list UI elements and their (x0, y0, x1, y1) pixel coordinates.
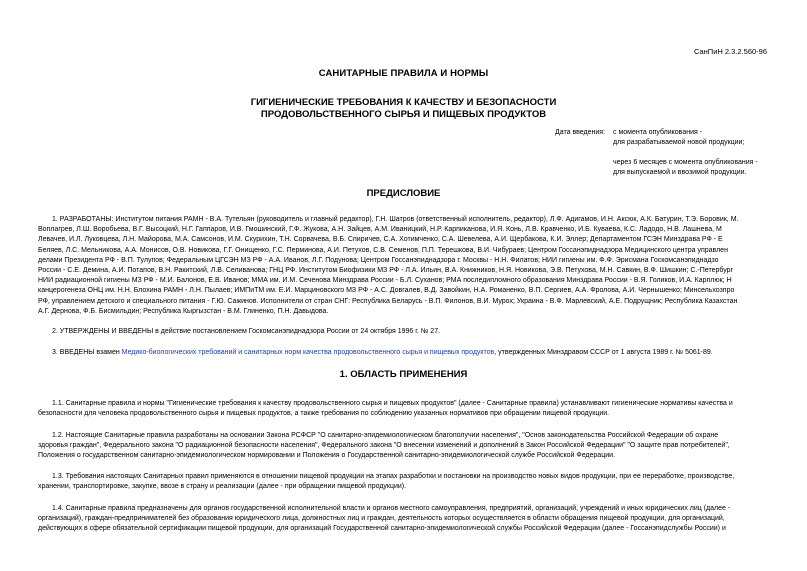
paragraph-introduced (38, 348, 772, 358)
document-title: САНИТАРНЫЕ ПРАВИЛА И НОРМЫ (318, 68, 489, 79)
text-line: Беляев, Л.С. Мельникова, А.А. Монисов, О.В. Новикова, Г.Г. Онищенко, Г.С. Перминова, А.И. Петухов, С.В. Семенов, П.П. Терешкова, В.И. Чибураев; Центром Госсанэпиднадзора Медицинского центра управлен (38, 246, 728, 254)
paragraph-approved (38, 327, 772, 337)
text-fragment: 3. ВВЕДЕНЫ взамен (52, 349, 122, 356)
dates-line-3: через 6 месяцев с момента опубликования - (613, 159, 758, 166)
text-line: безопасности для человека продовольственного сырья и пищевых продуктов, а также требования по соблюдению указанных нормативов при обращении пищевой продукции. (38, 410, 610, 418)
dates-line-4: для выпускаемой и ввозимой продукции. (613, 169, 747, 176)
introduction-dates (555, 128, 758, 178)
dates-line-2: для разрабатываемой новой продукции; (613, 139, 745, 146)
text-line: Воплагрев, Л.Ш. Воробьева, В.Г. Высоцкий, Н.Г. Гаппаров, И.В. Гмошинский, Г.Ф. Жукова, А.Н. Зайцев, А.М. Иваницкий, Н.Р. Карпиканова, И.Я. Конь, Л.В. Кравченко, И.Б. Куваева, К.С. Ладодо, Н.В. Лашнева, М (38, 226, 722, 234)
document-code: СанПиН 2.3.2.560-96 (693, 47, 767, 56)
clause-1-4 (38, 504, 772, 535)
text-line: делами Президента РФ - В.П. Тулупов; Федеральным ЦГСЭН МЗ РФ - А.А. Иванов, Л.Г. Подунова; Центром Госсанэпиднадзора г. Москвы - Н.Н. Филатов; НИИ гигиены им. Ф.Ф. Эрисмана Госкомсанэпиднадзо (38, 256, 719, 264)
text-line: 1.3. Требования настоящих Санитарных правил применяются в отношении пищевой продукции на этапах разработки и постановки на производство новых видов продукции, при ее переработке, производстве, (52, 473, 735, 480)
text-line: Положения о государственном санитарно-эпидемиологическом нормировании и Положения о Государственной санитарно-эпидемиологической службе Российской Федерации. (38, 452, 615, 460)
dates-label: Дата введения: (555, 129, 606, 136)
text-line: Левачев, И.Л. Луковцева, Л.Н. Майорова, М.А. Самсонов, И.М. Скурихин, Т.Н. Сорвачева, В.Б. Спиричев, С.А. Хотимченко, С.А. Шевелева, А.И. Щербакова, К.И. Эллер; Департаментом ГСЭН Минздрава РФ - Е (38, 236, 723, 244)
document-subtitle (0, 97, 807, 121)
clause-1-3 (38, 472, 772, 492)
subtitle-line-1: ГИГИЕНИЧЕСКИЕ ТРЕБОВАНИЯ К КАЧЕСТВУ И БЕЗОПАСНОСТИ (250, 97, 557, 108)
text-fragment: , утвержденных Минздравом СССР от 1 августа 1989 г. № 5061-89. (494, 349, 713, 356)
subtitle-line-2: ПРОДОВОЛЬСТВЕННОГО СЫРЬЯ И ПИЩЕВЫХ ПРОДУКТОВ (260, 109, 547, 120)
text-line: России - С.Е. Демина, А.И. Потапов, В.Н. Ракитский, Л.В. Селиванова; ГНЦ РФ. Институтом Биофизики МЗ РФ - Л.А. Ильин, В.А. Книжников, Н.Я. Новикова, Э.В. Петухова, М.Н. Савкин, В.Ф. Шишкин; С.-Петербург (38, 267, 734, 275)
text-line: организаций), граждан-предпринимателей без образования юридического лица, должностных лиц и граждан, деятельность которых осуществляется в области обращения пищевой продукции, для организаций, (38, 515, 725, 523)
clause-1-2 (38, 431, 772, 462)
section-heading: 1. ОБЛАСТЬ ПРИМЕНЕНИЯ (339, 369, 468, 380)
clause-1-1 (38, 399, 772, 419)
text-line: 2. УТВЕРЖДЕНЫ И ВВЕДЕНЫ в действие постановлением Госкомсанэпиднадзора России от 24 октября 1996 г. № 27. (52, 328, 441, 335)
dates-line-1: с момента опубликования - (613, 129, 703, 136)
text-line: 1.1. Санитарные правила и нормы "Гигиенические требования к качеству продовольственного сырья и пищевых продуктов" (далее - Санитарные правила) устанавливают гигиенические нормативы качества и (52, 400, 733, 407)
preface-heading: ПРЕДИСЛОВИЕ (366, 188, 441, 199)
text-line: А.Г. Дернова, Ф.Б. Бисмильдин; Республика Кыргызстан - В.М. Глиненко, П.Н. Давыдова. (38, 307, 329, 315)
text-line: НИИ радиационной гигиены МЗ РФ - М.И. Балонов, Е.В. Иванов; ММА им. И.М. Сеченова Минздрава России - Б.Л. Суханов; РМА последипломного образования Минздрава России - В.Я. Голиков, И.А. Карплюк; Н (38, 277, 732, 285)
text-line: 1. РАЗРАБОТАНЫ: Институтом питания РАМН - В.А. Тутельян (руководитель и главный редактор), Г.Н. Шатров (ответственный исполнитель, редактор), Л.Ф. Адигамов, И.Н. Аксюк, А.К. Батурин, Т.Э. Боровик, М. (52, 216, 739, 223)
text-line (38, 348, 772, 358)
text-line: 1.4. Санитарные правила предназначены для органов государственной исполнительной власти и органов местного самоуправления, предприятий, организаций, учреждений и иных юридических лиц (далее - (52, 505, 731, 512)
text-line: 1.2. Настоящие Санитарные правила разработаны на основании Закона РСФСР "О санитарно-эпидемиологическом благополучии населения", "Основ законодательства Российской Федерации об охране (52, 432, 719, 439)
replaced-document-link[interactable]: Медико-биологических требований и санитарных норм качества продовольственного сырья и пищевых продуктов (121, 349, 495, 356)
text-line: канцерогенеза ОНЦ им. Н.Н. Блохина РАМН - Л.Н. Пылаев; ИМПиТМ им. Е.И. Марциновского МЗ РФ - А.С. Довгалев, В.Д. Завойкин, Н.А. Романенко, В.П. Сергиев, А.А. Фролова, А.И. Чернышенко; Минсельхозпро (38, 287, 735, 295)
text-line: РФ, управлением детского и специального питания - Г.Ю. Сажинов. Исполнители от стран СНГ: Республика Беларусь - В.П. Филонов, В.И. Мурох; Украина - В.Ф. Марлевский, А.Е. Подрущник; Республика Казахстан (38, 297, 738, 305)
paragraph-developed-by (38, 215, 772, 317)
text-line: действующих в сфере обязательной сертификации пищевой продукции, для организаций Государственной санитарно-эпидемиологической службы Российской Федерации (далее - Госсанэпидслужбы России) и (38, 525, 726, 533)
text-line: здоровья граждан", Федерального закона "О радиационной безопасности населения", Федерального закона "О внесении изменений и дополнений в Закон Российской Федерации" "О защите прав потребителей", (38, 442, 730, 450)
text-line: хранении, транспортировке, закупке, ввозе в страну и реализации (далее - при обращении пищевой продукции). (38, 483, 407, 491)
